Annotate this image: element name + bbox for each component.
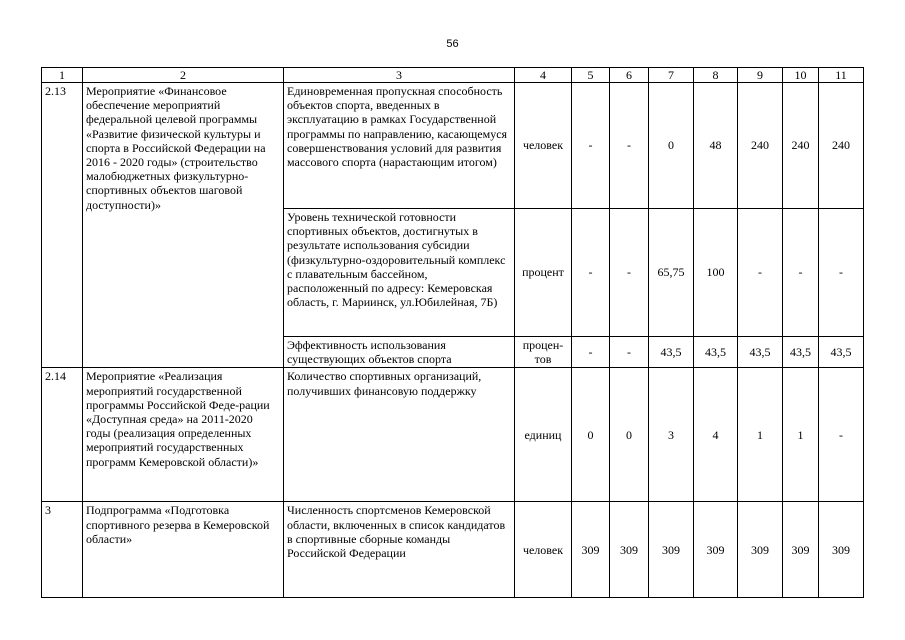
unit-cell: процен-тов: [515, 337, 572, 368]
value-cell: 100: [694, 209, 738, 337]
value-cell: 309: [738, 502, 783, 598]
indicator-name: Единовременная пропускная способность объектов спорта, введенных в эксплуатацию в рамках Государственной программы по направлению, касающемуся совершенствования условий для развития массового спорта (нарастающим итогом): [284, 83, 515, 209]
value-cell: -: [610, 209, 649, 337]
value-cell: -: [610, 337, 649, 368]
value-cell: 309: [783, 502, 819, 598]
value-cell: 240: [738, 83, 783, 209]
value-cell: 43,5: [738, 337, 783, 368]
value-cell: 1: [738, 368, 783, 502]
column-header: 9: [738, 68, 783, 83]
table-row: [42, 368, 864, 502]
value-cell: 0: [649, 83, 694, 209]
value-cell: 309: [819, 502, 864, 598]
table-row: [42, 502, 864, 598]
value-cell: -: [819, 368, 864, 502]
event-name: Подпрограмма «Подготовка спортивного резерва в Кемеровской области»: [83, 502, 284, 598]
column-header: 7: [649, 68, 694, 83]
value-cell: 43,5: [649, 337, 694, 368]
column-header: 11: [819, 68, 864, 83]
column-header: 10: [783, 68, 819, 83]
value-cell: 309: [572, 502, 610, 598]
row-number: 3: [42, 502, 83, 598]
indicator-name: Уровень технической готовности спортивных объектов, достигнутых в результате использования субсидии (физкультурно-оздоровительный комплекс с плавательным бассейном, расположенный по адресу: Кемеровская область, г. Мариинск, ул.Юбилейная, 7Б): [284, 209, 515, 337]
unit-cell: человек: [515, 83, 572, 209]
event-name: Мероприятие «Реализация мероприятий государственной программы Российской Феде-рации «Доступная среда» на 2011-2020 годы (реализация определенных мероприятий государственных программ Кемеровской области)»: [83, 368, 284, 502]
value-cell: 309: [610, 502, 649, 598]
value-cell: 4: [694, 368, 738, 502]
value-cell: 309: [649, 502, 694, 598]
column-header: 1: [42, 68, 83, 83]
value-cell: 0: [610, 368, 649, 502]
column-header: 6: [610, 68, 649, 83]
value-cell: 1: [783, 368, 819, 502]
value-cell: -: [572, 83, 610, 209]
event-name: Мероприятие «Финансовое обеспечение мероприятий федеральной целевой программы «Развитие физической культуры и спорта в Российской Федерации на 2016 - 2020 годы» (строительство малобюджетных физкультурно-спортивных объектов шаговой доступности)»: [83, 83, 284, 368]
value-cell: 43,5: [819, 337, 864, 368]
row-number: 2.14: [42, 368, 83, 502]
indicator-name: Эффективность использования существующих объектов спорта: [284, 337, 515, 368]
value-cell: -: [610, 83, 649, 209]
row-number: 2.13: [42, 83, 83, 368]
column-header: 8: [694, 68, 738, 83]
value-cell: -: [783, 209, 819, 337]
value-cell: 43,5: [783, 337, 819, 368]
indicators-table: [41, 67, 864, 598]
value-cell: -: [819, 209, 864, 337]
value-cell: 43,5: [694, 337, 738, 368]
value-cell: 240: [819, 83, 864, 209]
value-cell: -: [572, 337, 610, 368]
table-row: [42, 83, 864, 209]
column-header: 2: [83, 68, 284, 83]
unit-cell: человек: [515, 502, 572, 598]
value-cell: 0: [572, 368, 610, 502]
column-header: 3: [284, 68, 515, 83]
value-cell: 309: [694, 502, 738, 598]
indicator-name: Численность спортсменов Кемеровской области, включенных в список кандидатов в спортивные сборные команды Российской Федерации: [284, 502, 515, 598]
value-cell: -: [738, 209, 783, 337]
value-cell: 240: [783, 83, 819, 209]
value-cell: 48: [694, 83, 738, 209]
page-number: 56: [446, 38, 459, 50]
value-cell: -: [572, 209, 610, 337]
column-header: 5: [572, 68, 610, 83]
unit-cell: единиц: [515, 368, 572, 502]
column-number-row: [42, 68, 864, 83]
value-cell: 65,75: [649, 209, 694, 337]
indicator-name: Количество спортивных организаций, получивших финансовую поддержку: [284, 368, 515, 502]
value-cell: 3: [649, 368, 694, 502]
unit-cell: процент: [515, 209, 572, 337]
column-header: 4: [515, 68, 572, 83]
